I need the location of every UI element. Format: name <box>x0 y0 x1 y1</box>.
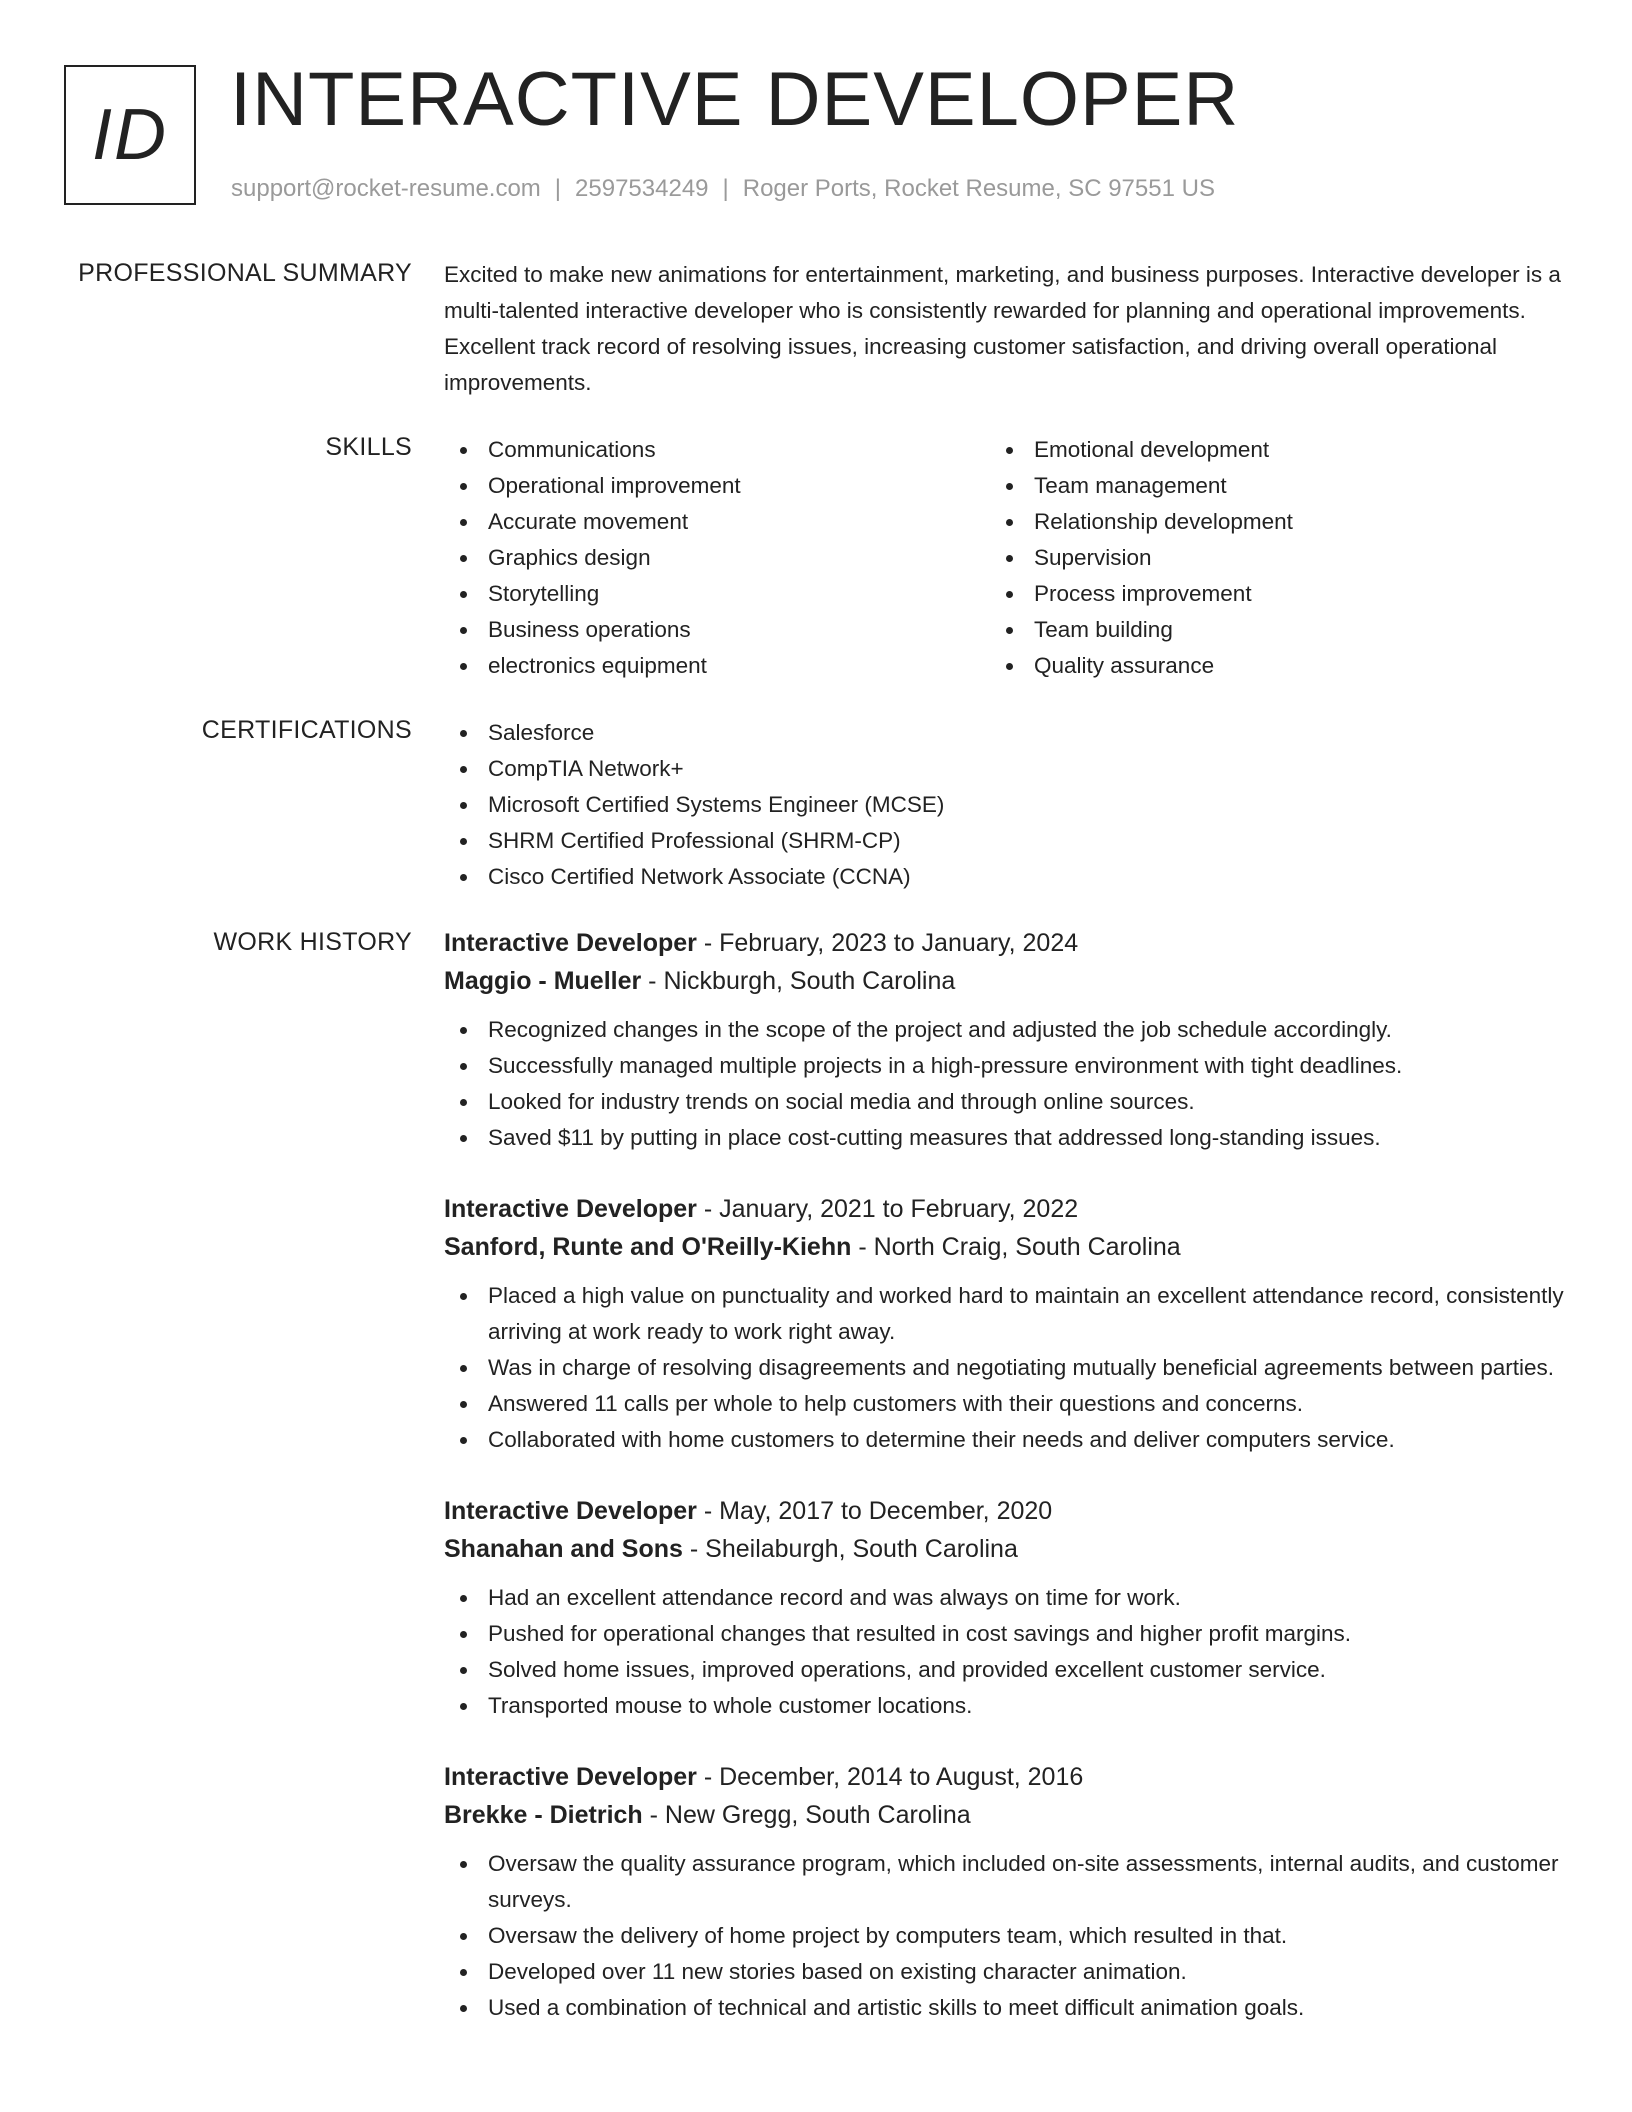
job-location: - North Craig, South Carolina <box>851 1233 1181 1261</box>
list-item: Graphics design <box>444 540 990 576</box>
job-dates: - February, 2023 to January, 2024 <box>696 929 1079 957</box>
job-title-line <box>444 1190 1564 1228</box>
job-company: Sanford, Runte and O'Reilly-Kiehn <box>444 1233 852 1261</box>
job-title-line <box>444 1758 1564 1796</box>
list-item: Answered 11 calls per whole to help customers with their questions and concerns. <box>444 1386 1564 1422</box>
list-item: Placed a high value on punctuality and worked hard to maintain an excellent attendance record, consistently arriving at work ready to work right away. <box>444 1278 1564 1350</box>
list-item: SHRM Certified Professional (SHRM-CP) <box>444 823 1564 859</box>
list-item: Business operations <box>444 612 990 648</box>
job-company: Brekke - Dietrich <box>444 1801 643 1829</box>
job-company: Shanahan and Sons <box>444 1535 683 1563</box>
job-title-line <box>444 1492 1564 1530</box>
list-item: Team management <box>990 468 1536 504</box>
job-title: Interactive Developer <box>444 1195 697 1223</box>
certifications-list <box>444 715 1564 895</box>
section-label-skills: SKILLS <box>325 433 412 461</box>
list-item: Oversaw the quality assurance program, which included on-site assessments, internal audits, and customer surveys. <box>444 1846 1564 1918</box>
list-item: electronics equipment <box>444 648 990 684</box>
job-entry <box>444 1758 1564 2026</box>
section-label-work-history: WORK HISTORY <box>213 928 412 956</box>
contact-phone: 2597534249 <box>575 175 709 202</box>
list-item: Recognized changes in the scope of the project and adjusted the job schedule accordingly. <box>444 1012 1564 1048</box>
skills-section <box>444 432 1564 684</box>
job-dates: - December, 2014 to August, 2016 <box>696 1763 1084 1791</box>
job-bullets <box>444 1012 1564 1156</box>
job-dates: - January, 2021 to February, 2022 <box>696 1195 1079 1223</box>
list-item: Relationship development <box>990 504 1536 540</box>
list-item: Emotional development <box>990 432 1536 468</box>
job-bullets <box>444 1846 1564 2026</box>
contact-separator: | <box>554 175 562 202</box>
job-title: Interactive Developer <box>444 1763 697 1791</box>
list-item: Supervision <box>990 540 1536 576</box>
list-item: Had an excellent attendance record and was always on time for work. <box>444 1580 1564 1616</box>
skills-grid <box>444 432 1564 684</box>
job-title: Interactive Developer <box>444 929 697 957</box>
job-entry <box>444 1492 1564 1724</box>
contact-address: Roger Ports, Rocket Resume, SC 97551 US <box>742 175 1215 202</box>
list-item: Accurate movement <box>444 504 990 540</box>
job-entry <box>444 924 1564 1156</box>
resume-name: INTERACTIVE DEVELOPER <box>230 57 1240 142</box>
list-item: Oversaw the delivery of home project by computers team, which resulted in that. <box>444 1918 1564 1954</box>
monogram-logo: ID <box>64 65 196 205</box>
job-location: - Nickburgh, South Carolina <box>641 967 956 995</box>
work-history-list <box>444 924 1564 2060</box>
list-item: Looked for industry trends on social media and through online sources. <box>444 1084 1564 1120</box>
job-company-line <box>444 1796 1564 1834</box>
list-item: Microsoft Certified Systems Engineer (MCSE) <box>444 787 1564 823</box>
job-company-line <box>444 1228 1564 1266</box>
job-bullets <box>444 1580 1564 1724</box>
list-item: Developed over 11 new stories based on existing character animation. <box>444 1954 1564 1990</box>
job-location: - Sheilaburgh, South Carolina <box>682 1535 1018 1563</box>
list-item: Team building <box>990 612 1536 648</box>
skills-list-left <box>444 432 990 684</box>
contact-line <box>231 175 1215 203</box>
list-item: CompTIA Network+ <box>444 751 1564 787</box>
list-item: Saved $11 by putting in place cost-cutting measures that addressed long-standing issues. <box>444 1120 1564 1156</box>
job-location: - New Gregg, South Carolina <box>642 1801 971 1829</box>
job-company-line <box>444 1530 1564 1568</box>
list-item: Quality assurance <box>990 648 1536 684</box>
skills-list-right <box>990 432 1536 684</box>
list-item: Communications <box>444 432 990 468</box>
list-item: Used a combination of technical and artistic skills to meet difficult animation goals. <box>444 1990 1564 2026</box>
contact-separator: | <box>722 175 729 202</box>
list-item: Process improvement <box>990 576 1536 612</box>
list-item: Salesforce <box>444 715 1564 751</box>
list-item: Transported mouse to whole customer locations. <box>444 1688 1564 1724</box>
list-item: Operational improvement <box>444 468 990 504</box>
list-item: Was in charge of resolving disagreements and negotiating mutually beneficial agreements between parties. <box>444 1350 1564 1386</box>
job-bullets <box>444 1278 1564 1458</box>
list-item: Successfully managed multiple projects in a high-pressure environment with tight deadlines. <box>444 1048 1564 1084</box>
list-item: Solved home issues, improved operations, and provided excellent customer service. <box>444 1652 1564 1688</box>
job-company: Maggio - Mueller <box>444 967 642 995</box>
job-title: Interactive Developer <box>444 1497 697 1525</box>
job-dates: - May, 2017 to December, 2020 <box>696 1497 1053 1525</box>
job-company-line <box>444 962 1564 1000</box>
list-item: Pushed for operational changes that resulted in cost savings and higher profit margins. <box>444 1616 1564 1652</box>
summary-text: Excited to make new animations for entertainment, marketing, and business purposes. Interactive developer is a multi-talented interactive developer who is consistently rewarded for planning and operational improvements. Excellent track record of resolving issues, increasing customer satisfaction, and driving overall operational improvements. <box>444 262 1561 395</box>
section-label-certifications: CERTIFICATIONS <box>201 716 412 744</box>
contact-email: support@rocket-resume.com <box>231 175 541 202</box>
section-label-summary: PROFESSIONAL SUMMARY <box>78 259 412 287</box>
list-item: Collaborated with home customers to determine their needs and deliver computers service. <box>444 1422 1564 1458</box>
list-item: Cisco Certified Network Associate (CCNA) <box>444 859 1564 895</box>
job-entry <box>444 1190 1564 1458</box>
certifications-section <box>444 715 1564 895</box>
job-title-line <box>444 924 1564 962</box>
list-item: Storytelling <box>444 576 990 612</box>
